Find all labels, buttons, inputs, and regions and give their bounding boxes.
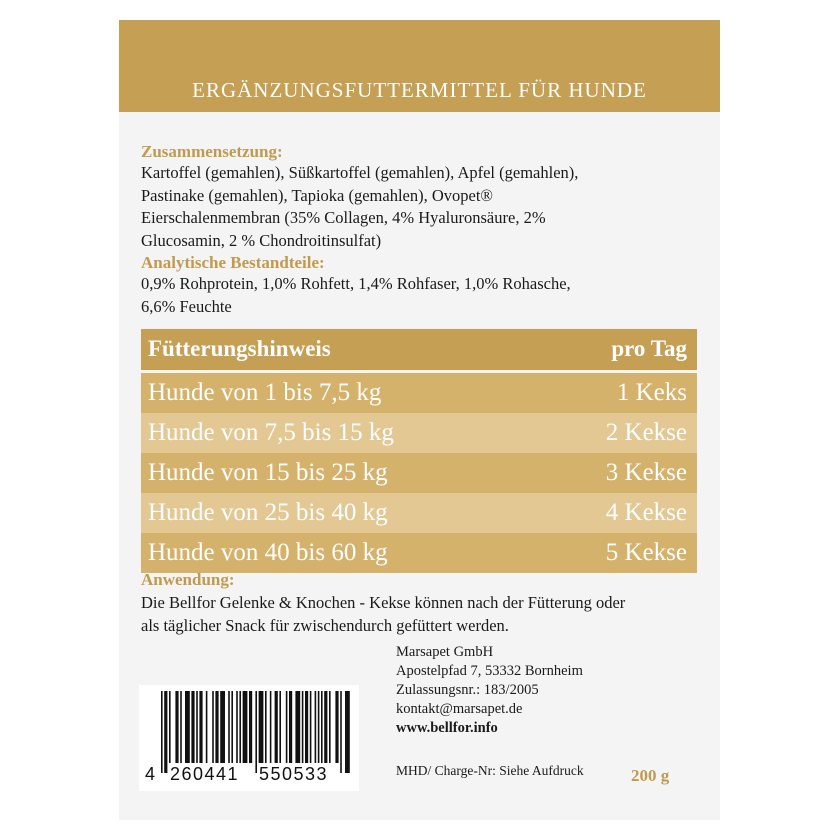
barcode-bar [305, 691, 308, 763]
composition-line: Pastinake (gemahlen), Tapioka (gemahlen), Ovopet® [141, 185, 493, 205]
table-row [141, 453, 697, 493]
barcode [139, 685, 359, 791]
barcode-bar [315, 691, 317, 763]
company-website: www.bellfor.info [396, 720, 498, 736]
barcode-bar [243, 691, 248, 763]
barcode-bar [239, 691, 241, 763]
usage-line: als täglicher Snack für zwischendurch gefüttert werden. [141, 615, 509, 635]
barcode-bar [212, 691, 214, 763]
barcode-bar [318, 691, 320, 763]
barcode-bar [180, 691, 182, 763]
barcode-bar [345, 691, 350, 773]
barcode-bar [228, 691, 230, 763]
company-approval: Zulassungsnr.: 183/2005 [396, 682, 539, 698]
table-row [141, 533, 697, 573]
row-amount: 3 Kekse [605, 459, 687, 486]
barcode-bar [196, 691, 198, 763]
usage-text [141, 592, 711, 637]
composition-line: Kartoffel (gemahlen), Süßkartoffel (gemahlen), Apfel (gemahlen), [141, 163, 579, 182]
barcode-bar [302, 691, 304, 763]
barcode-bar [164, 691, 167, 773]
row-weight-range: Hunde von 1 bis 7,5 kg [148, 379, 382, 406]
barcode-bar [161, 691, 163, 773]
row-amount: 2 Kekse [605, 419, 687, 446]
barcode-bar [191, 691, 194, 763]
analysis-line: 0,9% Rohprotein, 1,0% Rohfett, 1,4% Rohfaser, 1,0% Rohasche, [141, 274, 571, 293]
usage-line: Die Bellfor Gelenke & Knochen - Kekse können nach der Fütterung oder [141, 593, 626, 612]
row-amount: 1 Keks [616, 379, 687, 406]
barcode-digit-first: 4 [145, 764, 156, 784]
net-weight: 200 g [631, 766, 670, 785]
barcode-bar [215, 691, 218, 763]
barcode-bar [169, 691, 171, 763]
barcode-bar [199, 691, 202, 763]
product-label [119, 20, 720, 820]
barcode-bar [295, 691, 300, 763]
barcode-bar [324, 691, 327, 763]
row-amount: 5 Kekse [605, 539, 687, 566]
barcode-bar [340, 691, 342, 773]
barcode-bar [185, 691, 190, 763]
feeding-header-label: Fütterungshinweis [148, 336, 331, 361]
barcode-digits-right: 550533 [259, 764, 329, 784]
barcode-bar [231, 691, 233, 763]
label-header [119, 20, 720, 112]
barcode-bar [206, 691, 208, 763]
barcode-bar [249, 691, 252, 763]
analysis-text [141, 273, 711, 318]
company-name: Marsapet GmbH [396, 644, 494, 660]
row-weight-range: Hunde von 15 bis 25 kg [148, 459, 388, 486]
barcode-bar [286, 691, 288, 763]
usage-title: Anwendung: [141, 570, 235, 589]
barcode-bar [270, 691, 272, 763]
barcode-bar [310, 691, 312, 763]
feeding-table-header [141, 329, 697, 370]
feeding-table [141, 329, 697, 573]
analysis-line: 6,6% Feuchte [141, 296, 232, 316]
composition-line: Eierschalenmembran (35% Collagen, 4% Hyaluronsäure, 2% [141, 208, 546, 227]
barcode-bar [279, 691, 281, 763]
barcode-digits-left: 260441 [170, 764, 240, 784]
row-weight-range: Hunde von 40 bis 60 kg [148, 539, 388, 566]
table-row [141, 493, 697, 533]
feeding-header-amount: pro Tag [611, 336, 687, 361]
barcode-bar [236, 691, 238, 763]
company-info [396, 643, 583, 738]
composition-title: Zusammensetzung: [141, 142, 283, 161]
composition-text [141, 162, 711, 252]
row-amount: 4 Kekse [605, 499, 687, 526]
barcode-bar [175, 691, 178, 763]
barcode-bar [289, 691, 292, 763]
company-address: Apostelpfad 7, 53332 Bornheim [396, 663, 583, 679]
company-email: kontakt@marsapet.de [396, 701, 523, 717]
barcode-bar [255, 691, 257, 773]
batch-info: MHD/ Charge-Nr: Siehe Aufdruck [396, 763, 584, 778]
barcode-digits [139, 764, 359, 788]
barcode-bar [259, 691, 264, 763]
composition-line: Glucosamin, 2 % Chondroitinsulfat) [141, 230, 382, 250]
analysis-title: Analytische Bestandteile: [141, 253, 325, 272]
barcode-bar [265, 691, 267, 763]
table-row [141, 413, 697, 453]
table-row [141, 373, 697, 413]
barcode-bar [329, 691, 331, 763]
barcode-bar [275, 691, 278, 763]
row-weight-range: Hunde von 7,5 bis 15 kg [148, 419, 394, 446]
barcode-bar [220, 691, 225, 763]
barcode-bar [321, 691, 323, 763]
header-title: ERGÄNZUNGSFUTTERMITTEL FÜR HUNDE [192, 78, 647, 102]
row-weight-range: Hunde von 25 bis 40 kg [148, 499, 388, 526]
barcode-bar [335, 691, 338, 763]
